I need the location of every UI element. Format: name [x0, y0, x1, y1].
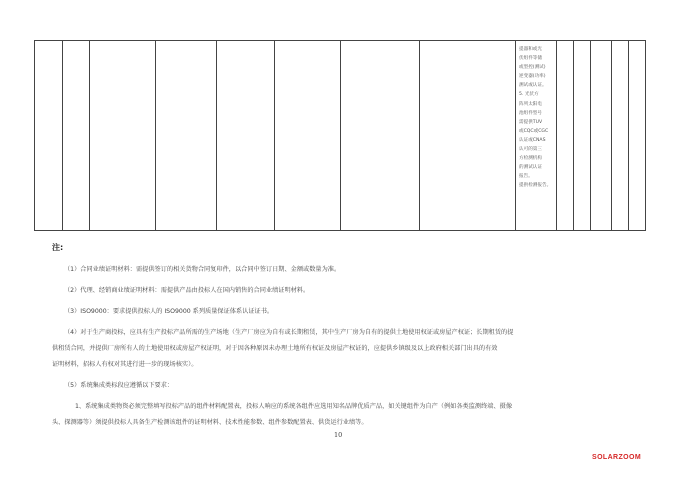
- table-cell: [217, 41, 275, 231]
- note-item-5-1-cont: 头、探测器等）须提供投标人具备生产检测该组件的证明材料、技术性能参数、组件参数配置表、供货运行业绩等。: [52, 419, 368, 426]
- table-cell: [90, 41, 156, 231]
- note-item-4-cont-1: 供租赁合同，并提供厂房所有人的土地使用权或房屋产权证明，对于因各种原因未办理土地所有权证及房屋产权证的，应提供乡镇级及以上政府相关部门出具的有效: [52, 345, 498, 352]
- table-cell: [591, 41, 612, 231]
- requirement-line: 测试或认证。: [519, 83, 547, 89]
- note-item-5-1: 1、系统集成类物资必须完整填写投标产品的组件材料配置表，投标人响应的系统各组件应选用知名品牌优质产品，如关键组件为自产（例如各类监测终端、摄像: [75, 403, 513, 410]
- requirement-line: 或型控(测试): [519, 65, 546, 71]
- requirement-line: 或CQC或CGC: [519, 128, 549, 134]
- note-item-4: （4）对于生产商投标，应具有生产投标产品所需的生产场地（生产厂房应为自有或长期租赁，其中生产厂房为自有的提供土地使用权证或房屋产权证；长期租赁的提: [64, 329, 514, 336]
- requirement-line: 提器和或光: [519, 47, 542, 52]
- requirement-text: [516, 41, 556, 191]
- table-cell: [557, 41, 574, 231]
- note-item-2: （2）代理、经销商业绩证明材料：需提供产品由投标人在国内销售的合同业绩证明材料。: [64, 287, 310, 294]
- table-cell-requirements: [516, 41, 557, 231]
- requirement-line: 提供检测报告。: [519, 183, 552, 189]
- watermark-logo: SOLARZOOM: [592, 454, 642, 461]
- spec-table-fragment: [34, 40, 646, 231]
- notes-heading: 注:: [52, 243, 64, 252]
- table-cell: [612, 41, 629, 231]
- requirement-line: 需提供TUV: [519, 119, 543, 125]
- requirement-line: 阵列太阳电: [519, 101, 542, 107]
- note-item-3: （3）ISO9000：要求提供投标人的 ISO9000 系列质量保证体系认证证书。: [64, 308, 274, 315]
- requirement-line: 5. 光伏方: [519, 92, 539, 98]
- requirement-line: 认证或CNAS: [519, 137, 546, 143]
- table-cell: [629, 41, 646, 231]
- requirement-line: 伏组件等储: [519, 56, 542, 62]
- table-cell: [63, 41, 90, 231]
- note-item-5: （5）系统集成类标段应遵循以下要求：: [64, 382, 174, 389]
- table-cell: [35, 41, 63, 231]
- table-row: [35, 41, 646, 231]
- note-item-1: （1）合同业绩证明材料：需提供签订的相关货物合同复印件，以合同中签订日期、金额或数量为准。: [64, 266, 341, 273]
- table-cell: [275, 41, 341, 231]
- requirement-line: 池组件型号: [519, 110, 542, 116]
- requirement-line: 认可的第三: [519, 147, 542, 153]
- page-number: 10: [334, 431, 343, 439]
- table-cell: [420, 41, 516, 231]
- note-item-4-cont-2: 证明材料，招标人有权对其进行进一步的现场核实）。: [52, 361, 198, 368]
- table-cell: [574, 41, 591, 231]
- table-cell: [156, 41, 217, 231]
- requirement-line: 的测试认证: [519, 165, 542, 171]
- requirement-line: 报告。: [519, 174, 533, 180]
- requirement-line: 逆变器(功率): [519, 74, 546, 80]
- table-cell: [341, 41, 420, 231]
- requirement-line: 方检测机构: [519, 156, 542, 162]
